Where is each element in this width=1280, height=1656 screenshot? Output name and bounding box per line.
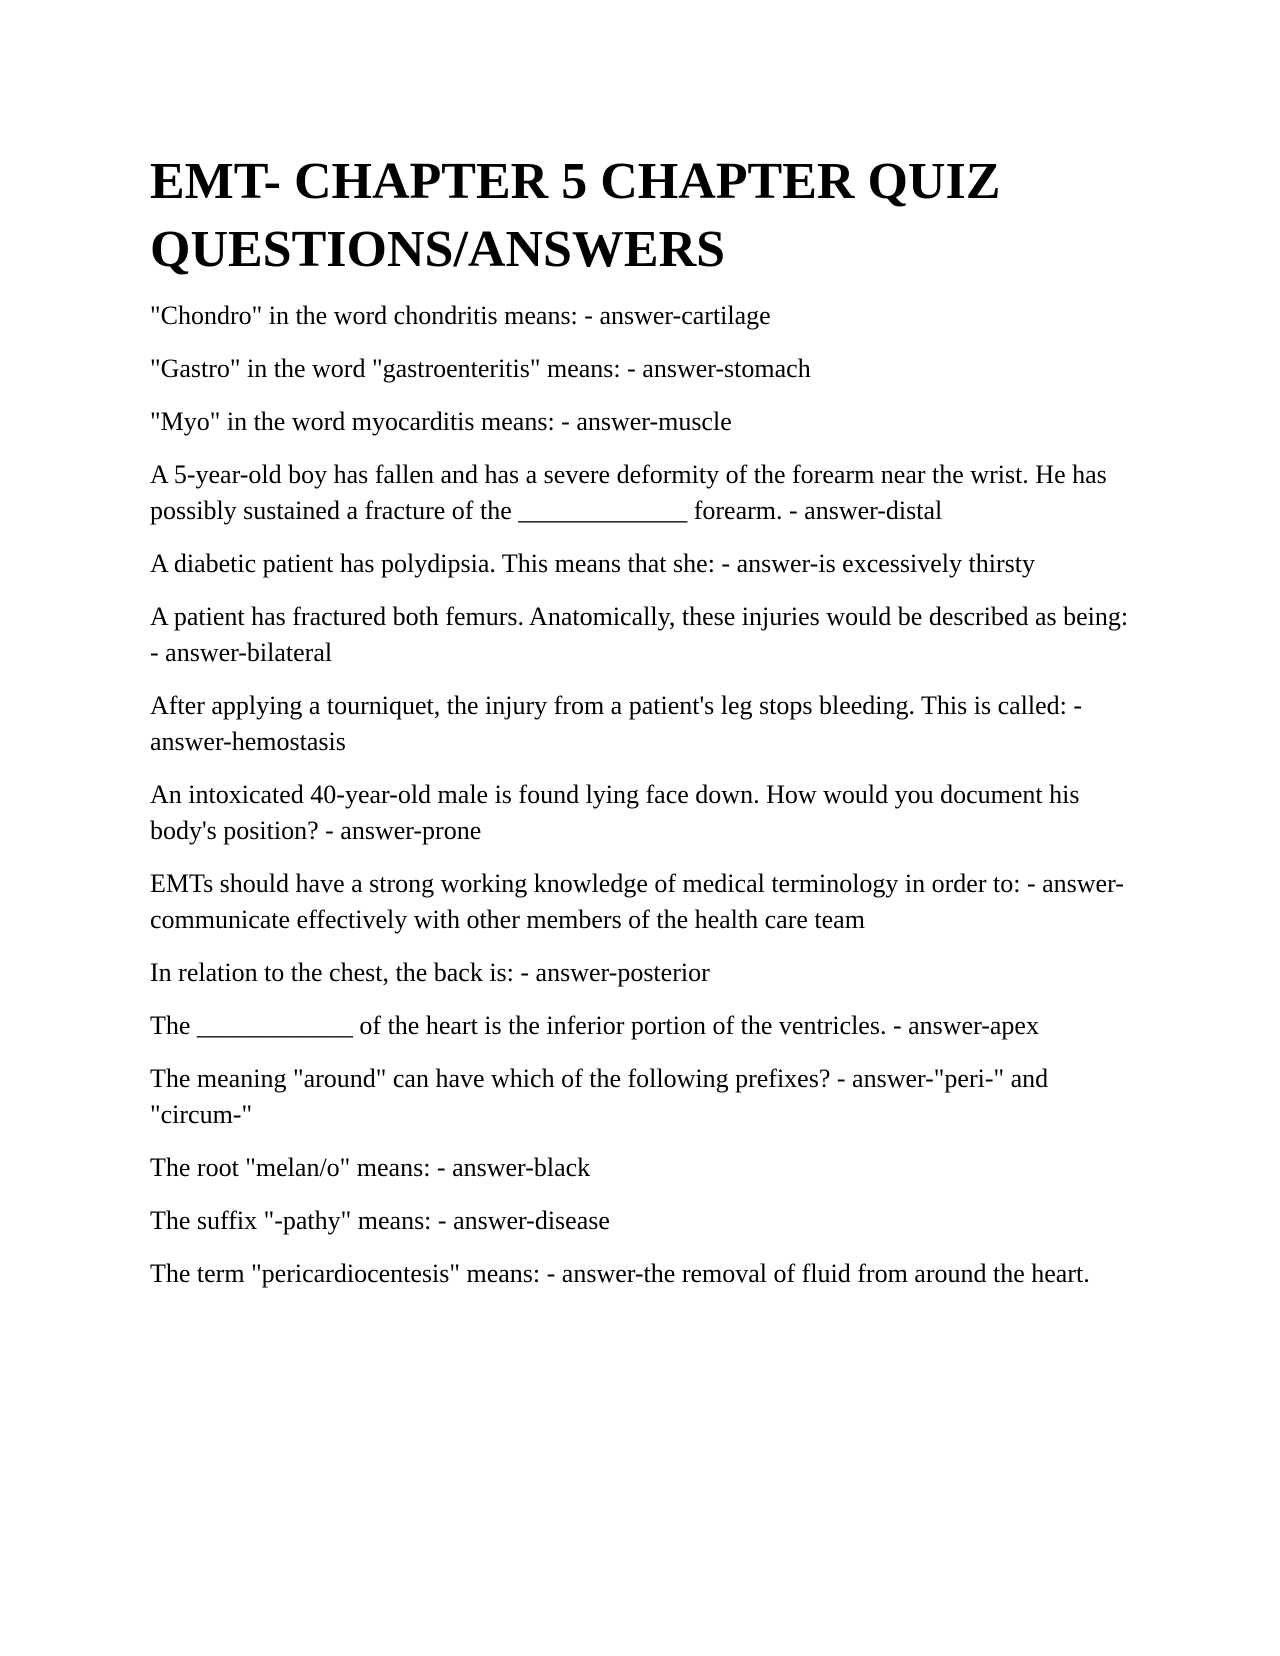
qa-item-3: "Myo" in the word myocarditis means: - answer-muscle (150, 407, 732, 436)
qa-item-8: An intoxicated 40-year-old male is found lying face down. How would you document his body's position? - answer-prone (150, 780, 1080, 845)
qa-item-13: The root "melan/o" means: - answer-black (150, 1153, 591, 1182)
qa-item-10: In relation to the chest, the back is: - answer-posterior (150, 958, 710, 987)
qa-item-6: A patient has fractured both femurs. Anatomically, these injuries would be described as being: - answer-bilateral (150, 602, 1129, 667)
qa-item-11: The ____________ of the heart is the inferior portion of the ventricles. - answer-apex (150, 1011, 1039, 1040)
qa-item-9: EMTs should have a strong working knowledge of medical terminology in order to: - answer-communicate effectively with other members of the health care team (150, 869, 1124, 934)
qa-item-1: "Chondro" in the word chondritis means: - answer-cartilage (150, 301, 771, 330)
qa-item-2: "Gastro" in the word "gastroenteritis" means: - answer-stomach (150, 354, 811, 383)
qa-item-5: A diabetic patient has polydipsia. This means that she: - answer-is excessively thirsty (150, 549, 1035, 578)
document-title: EMT- CHAPTER 5 CHAPTER QUIZ QUESTIONS/ANSWERS (150, 153, 1001, 278)
qa-item-12: The meaning "around" can have which of the following prefixes? - answer-"peri-" and "circum-" (150, 1064, 1049, 1129)
qa-item-7: After applying a tourniquet, the injury from a patient's leg stops bleeding. This is called: - answer-hemostasis (150, 691, 1083, 756)
qa-item-4: A 5-year-old boy has fallen and has a severe deformity of the forearm near the wrist. He has possibly sustained a fracture of the _____________ forearm. - answer-distal (150, 460, 1107, 525)
qa-item-15: The term "pericardiocentesis" means: - answer-the removal of fluid from around the heart. (150, 1259, 1090, 1288)
qa-item-14: The suffix "-pathy" means: - answer-disease (150, 1206, 610, 1235)
document-page (150, 148, 1130, 1309)
